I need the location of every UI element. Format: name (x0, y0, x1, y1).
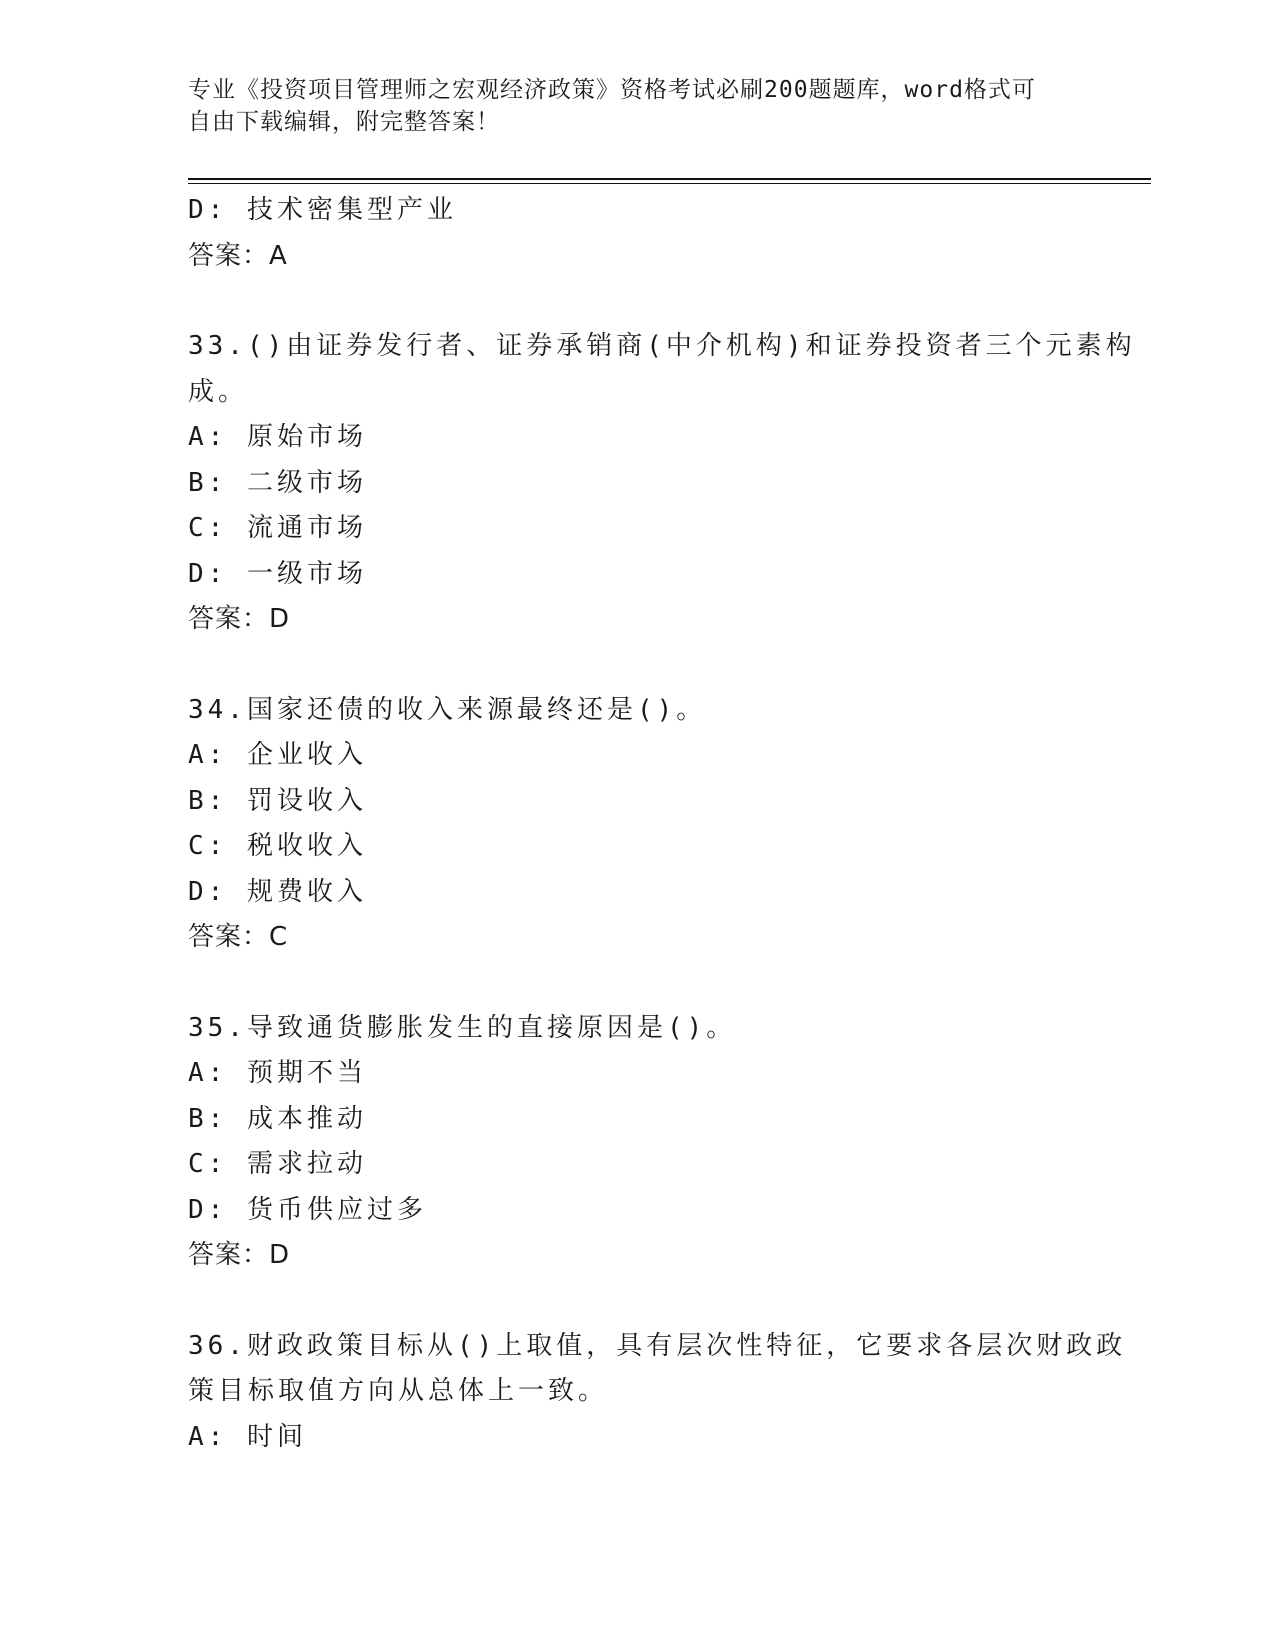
option-d: D: 一级市场 (188, 558, 367, 589)
header-divider-thick (188, 178, 1151, 180)
option-b: B: 罚设收入 (188, 785, 367, 816)
option-a: A: 时间 (188, 1421, 307, 1452)
answer-line: 答案：A (188, 240, 288, 271)
question-text-line: 36.财政政策目标从()上取值，具有层次性特征，它要求各层次财政政 (188, 1330, 1127, 1361)
option-a: A: 预期不当 (188, 1058, 367, 1088)
option-a: A: 企业收入 (188, 740, 367, 770)
document-header (188, 74, 1068, 138)
option-c: C: 需求拉动 (188, 1149, 367, 1179)
option-c: C: 流通市场 (188, 513, 367, 543)
option-a: A: 原始市场 (188, 422, 367, 452)
answer-line: 答案：D (188, 1240, 291, 1270)
question-34 (188, 688, 1088, 961)
answer-line: 答案：D (188, 604, 291, 634)
option-b: B: 二级市场 (188, 467, 367, 498)
question-text-line: 策目标取值方向从总体上一致。 (188, 1376, 609, 1406)
question-text-line: 35.导致通货膨胀发生的直接原因是()。 (188, 1012, 737, 1043)
question-text-line: 34.国家还债的收入来源最终还是()。 (188, 694, 707, 725)
header-line-1: 专业《投资项目管理师之宏观经济政策》资格考试必刷200题题库，word格式可 (188, 77, 1036, 103)
option-c: C: 税收收入 (188, 831, 367, 861)
option-b: B: 成本推动 (188, 1103, 367, 1134)
question-text-line: 33.()由证券发行者、证券承销商(中介机构)和证券投资者三个元素构 (188, 331, 1136, 361)
header-line-2: 自由下载编辑，附完整答案！ (188, 109, 500, 135)
question-36 (188, 1324, 1127, 1461)
option-d: D: 技术密集型产业 (188, 195, 457, 225)
question-list (188, 188, 1136, 1460)
option-d: D: 规费收入 (188, 876, 367, 907)
option-d: D: 货币供应过多 (188, 1194, 427, 1225)
previous-question-tail (188, 188, 1088, 279)
question-text-line: 成。 (188, 376, 249, 407)
answer-line: 答案：C (188, 922, 289, 952)
header-divider-thin (188, 183, 1151, 184)
question-33 (188, 324, 1136, 643)
question-35 (188, 1006, 1088, 1279)
